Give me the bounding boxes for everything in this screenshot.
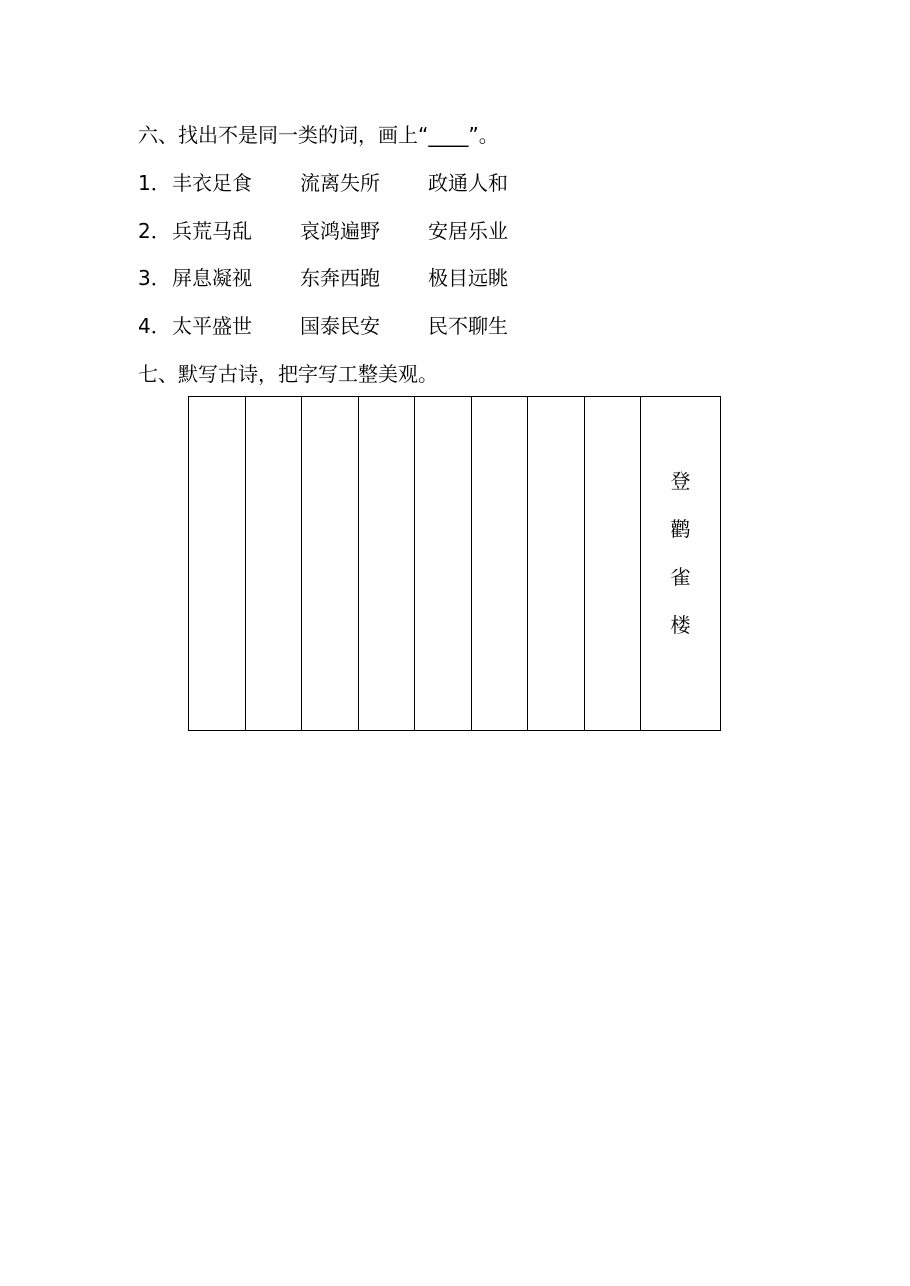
word-option: 民不聊生 xyxy=(428,314,508,338)
word-option: 兵荒马乱 xyxy=(172,219,252,243)
word-option: 太平盛世 xyxy=(172,314,252,338)
writing-column[interactable] xyxy=(585,397,642,730)
word-option: 国泰民安 xyxy=(300,314,380,338)
section6-item-2 xyxy=(138,219,558,243)
writing-column[interactable] xyxy=(415,397,472,730)
writing-column[interactable] xyxy=(528,397,585,730)
section6-heading: 六、找出不是同一类的词，画上“____”。 xyxy=(138,123,499,147)
item-number: 2． xyxy=(138,219,171,243)
word-option: 政通人和 xyxy=(428,171,508,195)
poem-title xyxy=(641,457,720,649)
section6-item-3 xyxy=(138,266,558,290)
section6-item-4 xyxy=(138,314,558,338)
writing-column[interactable] xyxy=(359,397,416,730)
poem-writing-grid xyxy=(188,396,721,731)
section7-heading: 七、默写古诗，把字写工整美观。 xyxy=(138,362,438,386)
word-option: 丰衣足食 xyxy=(172,171,252,195)
item-number: 1． xyxy=(138,171,171,195)
writing-column[interactable] xyxy=(472,397,529,730)
poem-title-char: 鹳 xyxy=(670,517,691,541)
word-option: 哀鸿遍野 xyxy=(300,219,380,243)
item-number: 3． xyxy=(138,266,171,290)
poem-title-char: 楼 xyxy=(670,613,691,637)
word-option: 屏息凝视 xyxy=(172,266,252,290)
item-number: 4． xyxy=(138,314,171,338)
section6-item-1 xyxy=(138,171,558,195)
poem-title-char: 登 xyxy=(670,469,691,493)
writing-column[interactable] xyxy=(302,397,359,730)
writing-column[interactable] xyxy=(246,397,303,730)
word-option: 东奔西跑 xyxy=(300,266,380,290)
writing-column[interactable] xyxy=(189,397,246,730)
word-option: 极目远眺 xyxy=(428,266,508,290)
poem-title-column xyxy=(641,397,720,730)
word-option: 流离失所 xyxy=(300,171,380,195)
word-option: 安居乐业 xyxy=(428,219,508,243)
poem-title-char: 雀 xyxy=(670,565,691,589)
